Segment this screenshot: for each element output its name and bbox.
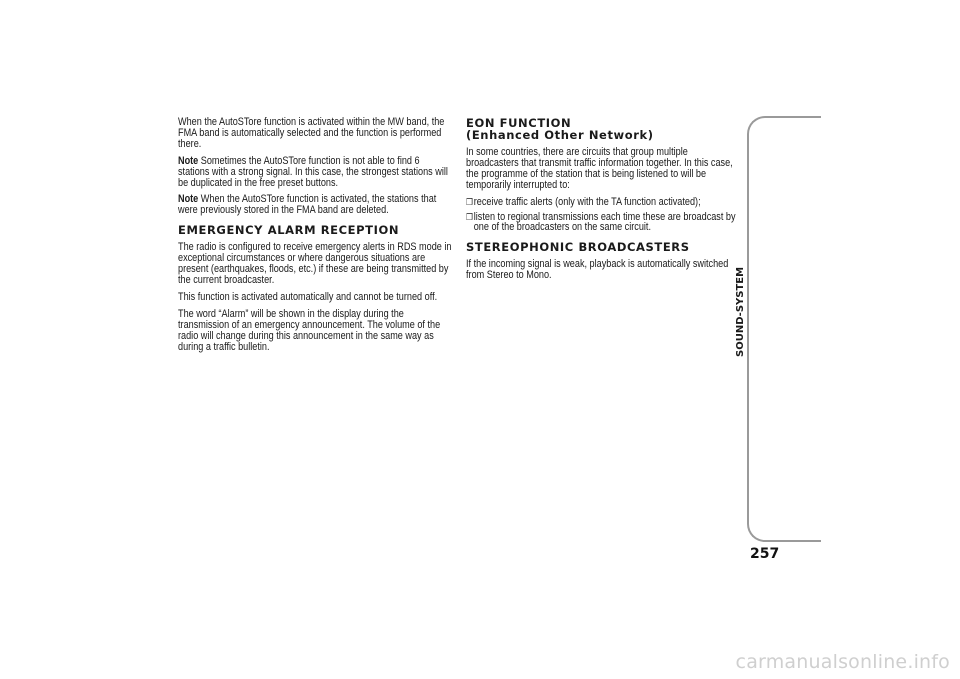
heading-stereophonic: STEREOPHONIC BROADCASTERS <box>466 240 690 255</box>
list-item <box>466 212 749 234</box>
heading-eon-function <box>466 117 742 141</box>
emergency-paragraph-1: The radio is configured to receive emergency alerts in RDS mode in exceptional circumstances or where dangerous situations are present (earthquakes, floods, etc.) if these are being transmitted by the current broadcaster. <box>178 241 452 286</box>
list-item-text: listen to regional transmissions each time these are broadcast by one of the broadcasters on the same circuit. <box>473 210 736 234</box>
note-text: Sometimes the AutoSTore function is not able to find 6 stations with a strong signal. In this case, the strongest stations will be duplicated in the free preset buttons. <box>178 154 448 189</box>
checkbox-bullet-icon: ❒ <box>466 196 473 207</box>
note-paragraph-2 <box>178 194 453 216</box>
note-label: Note <box>178 193 199 206</box>
left-column <box>178 117 454 358</box>
note-label: Note <box>178 154 199 167</box>
heading-eon-line-2: (Enhanced Other Network) <box>466 128 654 142</box>
emergency-paragraph-3: The word “Alarm” will be shown in the display during the transmission of an emergency announcement. The volume of the radio will change during this announcement in the same way as during a traffic bulletin. <box>178 307 441 353</box>
heading-eon-line-1: EON FUNCTION <box>466 116 572 130</box>
page-number: 257 <box>750 546 780 562</box>
list-item-text: receive traffic alerts (only with the TA function activated); <box>473 195 701 208</box>
eon-bullet-list <box>466 197 742 234</box>
stereo-paragraph: If the incoming signal is weak, playback is automatically switched from Stereo to Mono. <box>466 258 729 282</box>
eon-paragraph: In some countries, there are circuits that group multiple broadcasters that transmit traffic information together. In this case, the programme of the station that is being listened to will be temporarily interrupted to: <box>466 146 733 191</box>
checkbox-bullet-icon: ❒ <box>466 211 473 222</box>
right-column <box>466 117 742 287</box>
note-text: When the AutoSTore function is activated, the stations that were previously stored in the FMA band are deleted. <box>178 193 437 217</box>
list-item <box>466 197 749 208</box>
heading-emergency-alarm: EMERGENCY ALARM RECEPTION <box>178 223 400 238</box>
watermark: carmanualsonline.info <box>735 651 950 673</box>
emergency-paragraph-2: This function is activated automatically and cannot be turned off. <box>178 290 438 303</box>
note-paragraph-1 <box>178 156 453 189</box>
section-tab-label: SOUND-SYSTEM <box>735 266 746 357</box>
section-side-tab <box>747 116 821 542</box>
autostore-paragraph: When the AutoSTore function is activated within the MW band, the FMA band is automatically selected and the function is performed there. <box>178 116 445 150</box>
